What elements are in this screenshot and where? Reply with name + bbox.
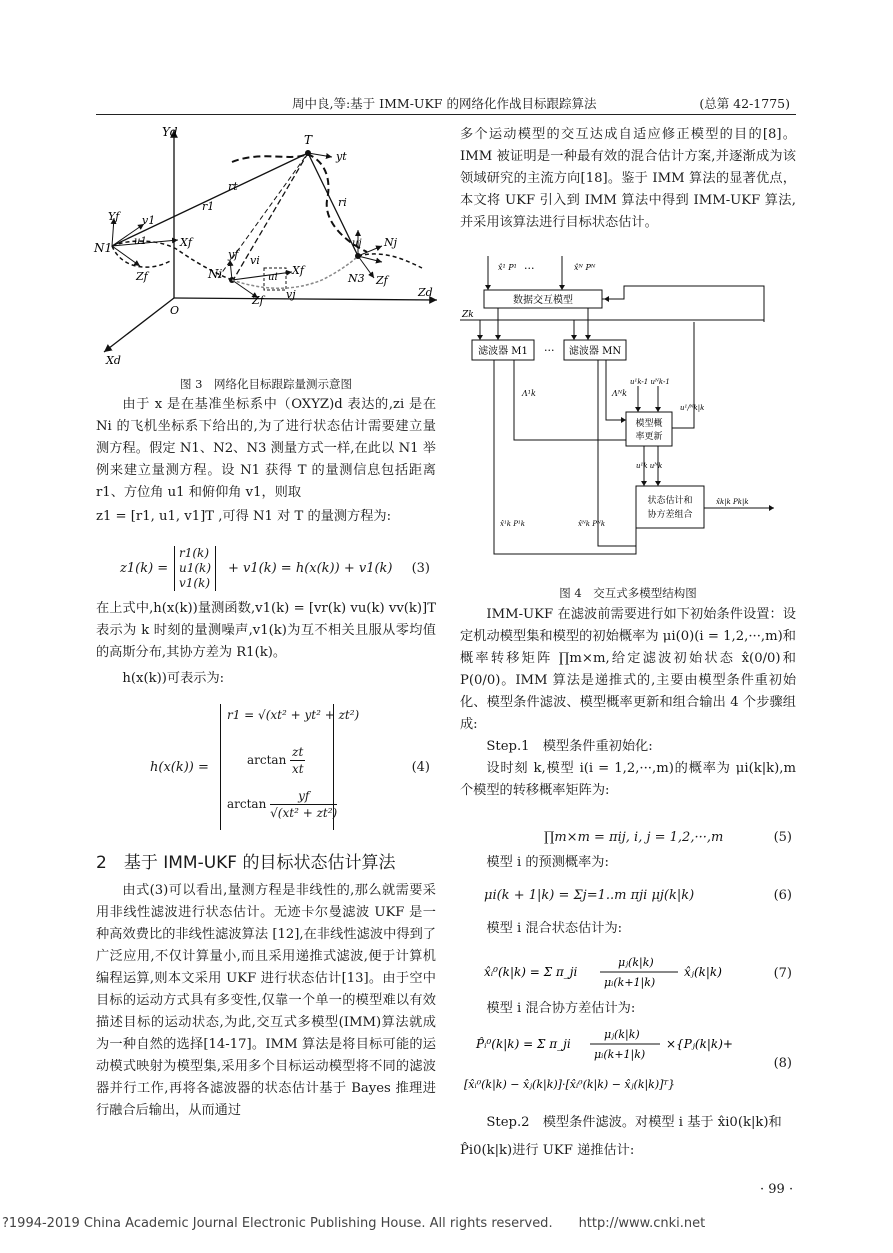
right-col-p5: [460, 918, 796, 940]
right-col-p6: [460, 998, 796, 1020]
equation-4: [150, 704, 436, 834]
svg-text:x̂ᴺk Pᴺk: x̂ᴺk Pᴺk: [578, 520, 606, 528]
paragraph: IMM-UKF 在滤波前需要进行如下初始条件设置：设定机动模型集和模型的初始概率为 μi(0)(i = 1,2,···,m)和概率转移矩阵 ∏m×m,给定滤波初始状态 x̂(0/0)和 P(0/0)。IMM 算法是递推式的,主要由模型条件重初始化、模型条件滤波、模型概率更新和组合输出 4 个步骤组成:: [460, 607, 796, 732]
fig3-label: N3: [348, 272, 365, 285]
eq7-formula: [460, 952, 760, 992]
paragraph: Step.2 模型条件滤波。对模型 i 基于 x̂i0(k|k)和: [486, 1115, 782, 1130]
fig3-label: N1: [94, 241, 113, 255]
eq4-fraction: [290, 744, 305, 777]
eq5-number: (5): [773, 830, 792, 845]
svg-text:u¹k uᴺk: u¹k uᴺk: [636, 462, 663, 470]
svg-text:x̂¹ P¹: x̂¹ P¹: [498, 263, 517, 272]
fig4-box-est: 状态估计和: [647, 496, 693, 506]
eq3-rhs: + v1(k) = h(x(k)) + v1(k): [228, 561, 393, 576]
eq3-matrix: [174, 546, 216, 591]
fig4-dots: ···: [544, 344, 555, 357]
fig4-box-est: 协方差组合: [647, 510, 693, 520]
fig3-label: vi: [250, 254, 260, 267]
denominator: xt: [291, 762, 304, 776]
svg-text:x̂ⱼ(k|k): x̂ⱼ(k|k): [684, 965, 722, 979]
paragraph: 模型 i 混合协方差估计为:: [486, 1001, 636, 1016]
arctan-text: arctan: [227, 797, 267, 811]
paragraph: 多个运动模型的交互达成自适应修正模型的目的[8]。IMM 被证明是一种最有效的混合估计方案,并逐渐成为该领域研究的主流方向[18]。鉴于 IMM 算法的显著优点，本文将 UKF 引入到 IMM 算法中得到 IMM-UKF 算法,并采用该算法进行目标状态估计。: [460, 127, 796, 230]
svg-text:x̂k|k Pk|k: x̂k|k Pk|k: [716, 498, 749, 506]
fig3-label: v1: [142, 214, 156, 227]
fig3-label: r1: [202, 200, 215, 213]
page-number: · 99 ·: [760, 1182, 794, 1197]
fig3-label: vj: [286, 288, 296, 301]
fig3-label: Nj: [384, 236, 398, 249]
svg-text:x̂¹k P¹k: x̂¹k P¹k: [500, 520, 525, 528]
right-column-bottom: [460, 1112, 796, 1162]
issue-number: (总第 42-1775): [699, 96, 790, 111]
fig3-label: Xd: [106, 354, 121, 367]
step-heading: Step.1 模型条件重初始化:: [486, 739, 653, 754]
svg-text:×{Pⱼ(k|k)+: ×{Pⱼ(k|k)+: [666, 1037, 733, 1051]
eq5-body: ∏m×m = πij, i, j = 1,2,···,m: [544, 830, 724, 845]
fig3-label: uj: [352, 238, 362, 249]
eq7-number: (7): [773, 966, 792, 981]
paragraph: 模型 i 混合状态估计为:: [486, 921, 623, 936]
arctan-text: arctan: [247, 753, 287, 767]
eq3-matrix-row: r1(k): [179, 546, 210, 560]
fig3-label: Ni: [208, 267, 223, 281]
fig4-box-filter1: 滤波器 M1: [478, 346, 528, 357]
paragraph: 由于 x 是在基准坐标系中（OXYZ)d 表达的,zi 是在 Ni 的飞机坐标系下给出的,为了进行状态估计需要建立量测方程。假定 N1、N2、N3 测量方式一样,在此以 N1 举例来建立量测方程。设 N1 获得 T 的量测信息包括距离 r1、方位角 u1 和俯仰角 v1，则取: [96, 397, 436, 500]
svg-text:Zk: Zk: [462, 310, 474, 320]
right-col-p4: [460, 852, 796, 874]
paragraph: 模型 i 的预测概率为:: [486, 855, 609, 870]
svg-text:u¹/ᴺk|k: u¹/ᴺk|k: [680, 404, 705, 412]
figure-4-diagram: [458, 250, 794, 580]
numerator: zt: [292, 745, 304, 759]
copyright-line: ?1994-2019 China Academic Journal Electronic Publishing House. All rights reserved. http://www.cnki.net: [2, 1216, 706, 1231]
left-column-top: [96, 394, 436, 528]
paragraph: 由式(3)可以看出,量测方程是非线性的,那么就需要采用非线性滤波进行状态估计。无迹卡尔曼滤波 UKF 是一种高效费比的非线性滤波算法 [12],在非线性滤波中得到了广泛应用,不仅计算量小,而且采用递推式滤波,便于计算机编程运算,则本文采用 UKF 进行状态估计[13]。由于空中目标的运动方式具有多变性,仅靠一个单一的模型难以有效描述目标的运动状态,为此,交互式多模型(IMM)算法就成为一种自然的选择[14-17]。IMM 算法是将目标可能的运动模式映射为模型集,采用多个目标运动模型将不同的滤波器并行工作,再将各滤波器的状态估计基于 Bayes 推理进行融合后输出，从而通过: [96, 883, 436, 1118]
eq6-number: (6): [773, 888, 792, 903]
eq8-number: (8): [773, 1056, 792, 1071]
paragraph: 设时刻 k,模型 i(i = 1,2,···,m)的概率为 μi(k|k),m 个模型的转移概率矩阵为:: [460, 761, 796, 798]
fig3-label: Zd: [418, 286, 433, 299]
paragraph: P̂i0(k|k)进行 UKF 递推估计:: [460, 1143, 635, 1158]
left-column-mid: [96, 598, 436, 690]
fig3-label: O: [170, 304, 180, 317]
svg-text:[x̂ᵢ⁰(k|k) − x̂ⱼ(k|k)]·[x̂ᵢ⁰(k: [x̂ᵢ⁰(k|k) − x̂ⱼ(k|k)]·[x̂ᵢ⁰(k|k) − x̂ⱼ(k|k)]ᵀ}: [464, 1078, 676, 1091]
svg-text:Λ¹k: Λ¹k: [522, 389, 536, 398]
fig3-label: ui: [268, 272, 278, 283]
equation-7: [460, 952, 796, 992]
svg-text:μᵢ(k+1|k): μᵢ(k+1|k): [604, 976, 656, 989]
running-title: 周中良,等:基于 IMM-UKF 的网络化作战目标跟踪算法: [292, 96, 597, 111]
fig3-label: yt: [336, 150, 347, 163]
fig3-label: ri: [338, 196, 347, 209]
fig3-label: Zf: [136, 270, 148, 283]
equation-8: [460, 1026, 796, 1106]
eq4-row1: r1 = √(xt² + yt² + zt²): [227, 708, 360, 722]
paragraph: h(x(k))可表示为:: [122, 671, 225, 686]
eq4-fraction: [270, 788, 337, 821]
right-column-top: [460, 124, 796, 234]
svg-text:u¹k-1 uᴺk-1: u¹k-1 uᴺk-1: [630, 378, 670, 386]
fig3-label: Xf: [292, 264, 304, 277]
fig3-label: Zf: [252, 294, 264, 307]
fig4-box-update: 模型概: [635, 419, 663, 429]
fig3-label: Zf: [376, 274, 388, 287]
header-rule: [96, 114, 796, 115]
svg-text:μᵢ(k+1|k): μᵢ(k+1|k): [594, 1048, 646, 1061]
svg-text:P̂ᵢ⁰(k|k) = Σ π_ji: P̂ᵢ⁰(k|k) = Σ π_ji: [476, 1037, 571, 1051]
fig4-box-filterN: 滤波器 MN: [568, 346, 622, 357]
fig3-label: Yf: [108, 210, 120, 223]
eq4-number: (4): [411, 760, 430, 775]
paragraph: z1 = [r1, u1, v1]T ,可得 N1 对 T 的量测方程为:: [96, 509, 392, 524]
eq3-number: (3): [411, 561, 430, 576]
eq4-lhs: h(x(k)) =: [150, 760, 209, 775]
figure-3-diagram: [92, 120, 442, 372]
fig3-label: u1: [134, 236, 147, 247]
eq4-row3: [227, 788, 337, 821]
svg-text:x̂ᴺ Pᴺ: x̂ᴺ Pᴺ: [574, 263, 596, 272]
figure-3-caption: 图 3 网络化目标跟踪量测示意图: [180, 377, 352, 391]
figure-3: [92, 120, 442, 372]
left-column-bottom: [96, 880, 436, 1122]
equation-3: [120, 546, 436, 592]
figure-4-caption: 图 4 交互式多模型结构图: [559, 586, 697, 600]
right-column-mid: [460, 604, 796, 802]
eq3-matrix-row: v1(k): [179, 576, 211, 590]
svg-text:Λᴺk: Λᴺk: [612, 389, 628, 398]
svg-text:x̂ᵢ⁰(k|k) = Σ π_ji: x̂ᵢ⁰(k|k) = Σ π_ji: [484, 965, 578, 979]
figure-4: [458, 250, 794, 580]
denominator: √(xt² + zt²): [270, 806, 338, 820]
fig3-label: rt: [228, 180, 238, 193]
fig4-box-update: 率更新: [635, 432, 663, 442]
section-heading: 2 基于 IMM-UKF 的目标状态估计算法: [96, 853, 396, 873]
fig3-label: yf: [228, 248, 239, 261]
eq6-body: μi(k + 1|k) = Σj=1..m πji μj(k|k): [484, 888, 695, 903]
eq8-formula: [460, 1026, 760, 1106]
fig4-box-interact: 数据交互模型: [513, 295, 573, 306]
numerator: yf: [270, 788, 337, 805]
eq3-matrix-row: u1(k): [179, 561, 211, 575]
paragraph: 在上式中,h(x(k))量测函数,v1(k) = [vr(k) vu(k) vv(k)]T 表示为 k 时刻的量测噪声,v1(k)为互不相关且服从零均值的高斯分布,其协方差为 R1(k)。: [96, 601, 436, 660]
eq4-row2: [247, 744, 305, 777]
eq3-lhs: z1(k) =: [120, 561, 169, 576]
svg-text:μⱼ(k|k): μⱼ(k|k): [604, 1028, 640, 1041]
svg-text:μⱼ(k|k): μⱼ(k|k): [618, 956, 654, 969]
fig3-label: Xf: [180, 236, 192, 249]
fig3-label: Yd: [162, 125, 178, 139]
fig3-label: T: [304, 133, 313, 147]
eq4-matrix: [220, 704, 360, 830]
fig4-dots: ···: [524, 262, 535, 275]
